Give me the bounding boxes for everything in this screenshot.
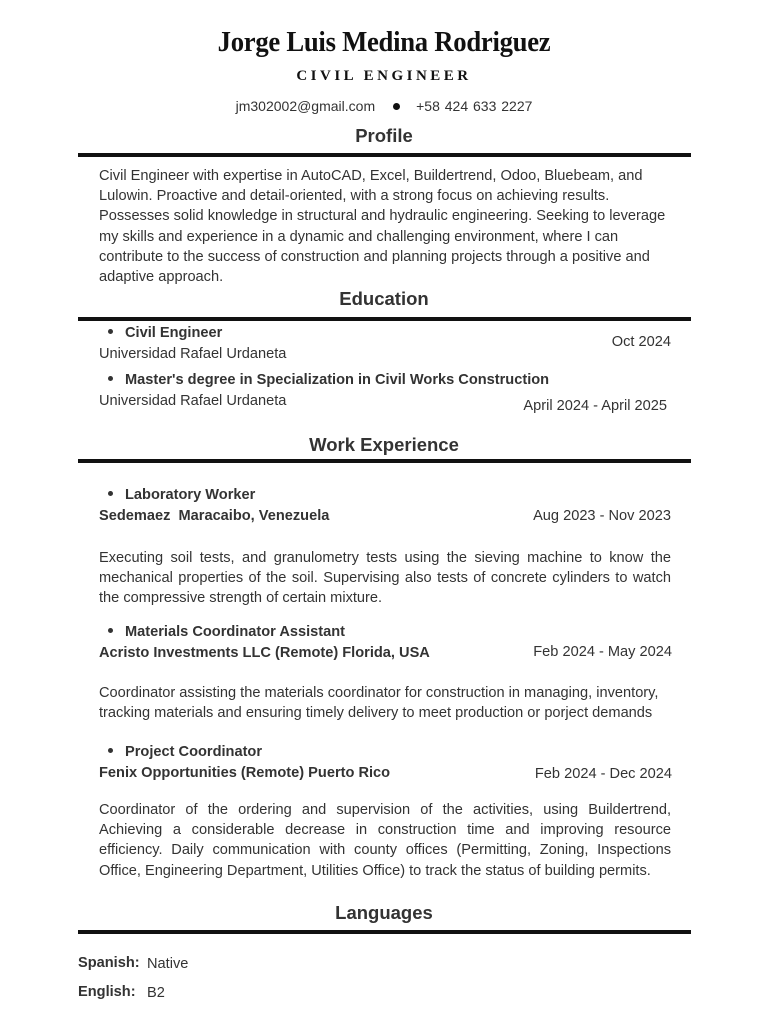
school-name: Universidad Rafael Urdaneta: [99, 346, 287, 362]
job-company: Acristo Investments LLC (Remote) Florida, USA: [99, 645, 430, 661]
education-item: [108, 325, 222, 341]
job-description: Coordinator assisting the materials coordinator for construction in managing, inventory, tracking materials and ensuring timely delivery to meet production or porject demands: [99, 685, 659, 722]
section-divider: [78, 930, 691, 934]
section-divider: [78, 459, 691, 463]
education-item: [108, 372, 549, 388]
section-divider: [78, 153, 691, 157]
language-label: English:: [78, 984, 136, 1000]
separator-dot-icon: [393, 103, 400, 110]
job-date: Aug 2023 - Nov 2023: [533, 508, 671, 524]
job-description: Executing soil tests, and granulometry tests using the sieving machine to know the mechanical properties of the soil. Supervising also tests of concrete cylinders to watch the compressive strength of certain mixture.: [99, 550, 671, 607]
education-heading: Education: [339, 288, 429, 309]
job-title: CIVIL ENGINEER: [296, 68, 472, 84]
language-label: Spanish:: [78, 955, 140, 971]
job-description: Coordinator of the ordering and supervision of the activities, using Buildertrend, Achieving a considerable decrease in construction time and improving resource efficiency. Daily communication with county offices (Permitting, Zoning, Inspections Office, Engineering Department, Utilities Office) to track the status of building permits.: [99, 802, 671, 879]
phone-number: +58 424 633 2227: [416, 98, 533, 114]
degree-title: Civil Engineer: [108, 325, 222, 341]
job-role: Project Coordinator: [108, 744, 262, 760]
job-company: Sedemaez Maracaibo, Venezuela: [99, 508, 330, 524]
education-date: Oct 2024: [611, 334, 671, 350]
work-heading: Work Experience: [309, 434, 459, 455]
candidate-name: Jorge Luis Medina Rodriguez: [217, 26, 551, 58]
degree-title: Master's degree in Specialization in Civil Works Construction: [108, 372, 549, 388]
languages-heading: Languages: [335, 902, 433, 923]
education-date: April 2024 - April 2025: [523, 398, 667, 414]
school-name: Universidad Rafael Urdaneta: [99, 393, 287, 409]
contact-line: [0, 98, 768, 114]
email-link[interactable]: jm302002@gmail.com: [235, 98, 376, 114]
job-item: [108, 624, 345, 640]
job-role: Materials Coordinator Assistant: [108, 624, 345, 640]
profile-summary: Civil Engineer with expertise in AutoCAD, Excel, Buildertrend, Odoo, Bluebeam, and Lulowin. Proactive and detail-oriented, with a strong focus on achieving results. Possesses solid knowledge in structural and hydraulic engineering. Seeking to leverage my skills and experience in a dynamic and challenging environment, where I can contribute to the success of construction and planning projects through a positive and adaptive approach.: [99, 168, 666, 286]
job-role: Laboratory Worker: [108, 487, 255, 503]
language-level: Native: [147, 956, 189, 972]
section-divider: [78, 317, 691, 321]
job-item: [108, 744, 262, 760]
job-date: Feb 2024 - Dec 2024: [534, 766, 672, 782]
job-company: Fenix Opportunities (Remote) Puerto Rico: [99, 765, 391, 781]
language-level: B2: [147, 985, 165, 1001]
profile-heading: Profile: [355, 125, 413, 146]
job-date: Feb 2024 - May 2024: [533, 644, 672, 660]
job-item: [108, 487, 255, 503]
